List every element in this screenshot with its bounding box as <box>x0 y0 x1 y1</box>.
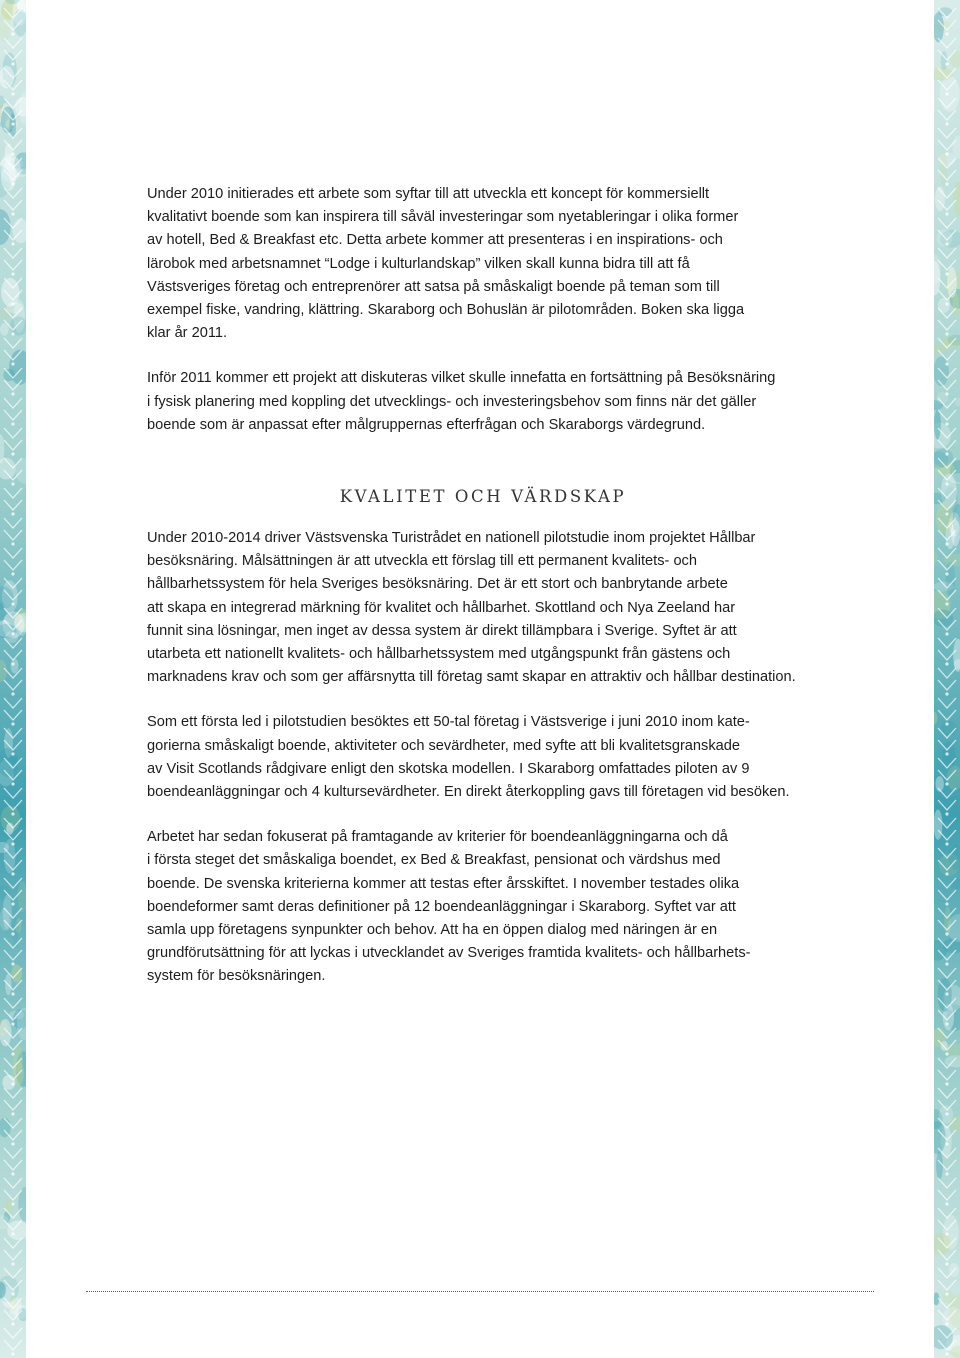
border-dot <box>11 1202 14 1205</box>
border-dot <box>11 1292 14 1295</box>
border-dot <box>945 1262 948 1265</box>
border-dot <box>945 1142 948 1145</box>
border-dot <box>945 362 948 365</box>
border-dot <box>945 1232 948 1235</box>
border-blotch <box>6 302 23 313</box>
border-dot <box>11 752 14 755</box>
decorative-border-right <box>934 0 960 1358</box>
border-blotch <box>11 659 19 674</box>
border-dot <box>11 602 14 605</box>
border-dot <box>11 1082 14 1085</box>
border-blotch <box>940 76 960 112</box>
border-dot <box>11 92 14 95</box>
border-dot <box>11 692 14 695</box>
border-dot <box>11 1262 14 1265</box>
border-dot <box>945 452 948 455</box>
border-dot <box>945 62 948 65</box>
border-dot <box>945 1052 948 1055</box>
border-dot <box>945 32 948 35</box>
border-dot <box>11 272 14 275</box>
border-dot <box>11 242 14 245</box>
border-dot <box>945 1112 948 1115</box>
border-dot <box>11 62 14 65</box>
border-dot <box>11 452 14 455</box>
border-dot <box>945 692 948 695</box>
border-dot <box>945 422 948 425</box>
border-dot <box>11 332 14 335</box>
border-dot <box>945 1352 948 1355</box>
border-dot <box>945 602 948 605</box>
border-dot <box>945 1082 948 1085</box>
border-dot <box>11 872 14 875</box>
border-dot <box>11 572 14 575</box>
border-dot <box>945 872 948 875</box>
border-dot <box>945 902 948 905</box>
border-dot <box>11 152 14 155</box>
border-dot <box>11 782 14 785</box>
border-dot <box>11 122 14 125</box>
border-dot <box>945 752 948 755</box>
border-dot <box>945 572 948 575</box>
border-dot <box>11 1352 14 1355</box>
border-dot <box>945 1022 948 1025</box>
border-blotch <box>936 1151 943 1180</box>
border-dot <box>11 632 14 635</box>
intro-paragraph-1: Under 2010 initierades ett arbete som syftar till att utveckla ett koncept för kommersiellt kvalitativt boende som kan inspirera till såväl investeringar som nyetableringar i olika former av hotell, Bed & Breakfast etc. Detta arbete kommer att presenteras i en inspirations- och lärobok med arbetsnamnet “Lodge i kulturlandskap” vilken skall kunna bidra till att få Västsveriges företag och entreprenörer att satsa på småskaligt boende på teman som till exempel fiske, vandring, klättring. Skaraborg och Bohuslän är pilotområden. Boken ska ligga klar år 2011. <box>147 186 745 342</box>
border-dot <box>11 902 14 905</box>
border-dot <box>945 122 948 125</box>
border-blotch <box>940 152 948 187</box>
border-dot <box>945 392 948 395</box>
border-dot <box>11 1022 14 1025</box>
border-dot <box>11 662 14 665</box>
border-blotch <box>0 323 9 336</box>
border-dot <box>945 302 948 305</box>
border-pattern-right <box>934 0 960 1358</box>
border-dot <box>11 1232 14 1235</box>
border-dot <box>11 1322 14 1325</box>
border-dot <box>11 1112 14 1115</box>
border-dot <box>11 212 14 215</box>
border-dot <box>945 152 948 155</box>
border-dot <box>11 1172 14 1175</box>
document-body <box>147 183 819 989</box>
border-dot <box>11 1142 14 1145</box>
section-paragraph-2: Som ett första led i pilotstudien besöktes ett 50-tal företag i Västsverige i juni 2010 inom kate- gorierna småskaligt boende, aktiviteter och sevärdheter, med syfte att bli kvalitetsgranskade av Visit Scotlands rådgivare enligt den skotska modellen. I Skaraborg omfattades piloten av 9 boendeanläggningar och 4 kultursevärdheter. En direkt återkoppling gavs till företagen vid besöken. <box>147 714 790 801</box>
border-dot <box>945 512 948 515</box>
border-dot <box>945 242 948 245</box>
border-dot <box>11 422 14 425</box>
footer-dotted-rule <box>86 1291 874 1292</box>
border-blotch <box>938 978 952 1012</box>
border-dot <box>11 362 14 365</box>
border-dot <box>945 992 948 995</box>
border-dot <box>945 782 948 785</box>
border-dot <box>11 302 14 305</box>
border-dot <box>11 32 14 35</box>
border-dot <box>945 212 948 215</box>
border-dot <box>11 932 14 935</box>
decorative-border-left <box>0 0 26 1358</box>
border-dot <box>945 722 948 725</box>
section-heading: KVALITET OCH VÄRDSKAP <box>339 487 627 507</box>
border-dot <box>11 542 14 545</box>
border-dot <box>11 812 14 815</box>
border-dot <box>945 1172 948 1175</box>
border-dot <box>11 992 14 995</box>
border-dot <box>945 1322 948 1325</box>
border-dot <box>11 182 14 185</box>
border-dot <box>11 392 14 395</box>
border-dot <box>945 632 948 635</box>
section-paragraph-1: Under 2010-2014 driver Västsvenska Turistrådet en nationell pilotstudie inom projektet Hållbar besöksnäring. Målsättningen är att utveckla ett förslag till ett permanent kvalitets- och hållbarhetssystem för hela Sveriges besöksnäring. Det är ett stort och banbrytande arbete att skapa en integrerad märkning för kvalitet och hållbarhet. Skottland och Nya Zeeland har funnit sina lösningar, men inget av dessa system är direkt tillämpbara i Sverige. Syftet är att utarbeta ett nationellt kvalitets- och hållbarhetssystem med utgångspunkt från gästens och marknadens krav och som ger affärsnytta till företag samt skapar en attraktiv och hållbar destination. <box>147 530 796 686</box>
border-dot <box>11 512 14 515</box>
border-dot <box>945 962 948 965</box>
border-dot <box>945 932 948 935</box>
border-pattern-left <box>0 0 26 1358</box>
border-dot <box>945 272 948 275</box>
intro-paragraph-2: Inför 2011 kommer ett projekt att diskuteras vilket skulle innefatta en fortsättning på Besöksnäring i fysisk planering med koppling det utvecklings- och investeringsbehov som finns när det gäller boende som är anpassat efter målgruppernas efterfrågan och Skaraborgs värdegrund. <box>147 370 776 433</box>
border-blotch <box>934 410 941 440</box>
border-blotch <box>3 369 15 381</box>
border-dot <box>945 1202 948 1205</box>
border-dot <box>945 482 948 485</box>
border-dot <box>945 812 948 815</box>
border-blotch <box>2 1075 15 1090</box>
border-dot <box>11 962 14 965</box>
border-dot <box>11 842 14 845</box>
border-blotch <box>4 1199 14 1214</box>
border-dot <box>945 332 948 335</box>
border-dot <box>945 92 948 95</box>
border-dot <box>945 182 948 185</box>
border-dot <box>945 1292 948 1295</box>
border-dot <box>945 662 948 665</box>
border-dot <box>11 482 14 485</box>
section-paragraph-3: Arbetet har sedan fokuserat på framtagande av kriterier för boendeanläggningarna och då i första steget det småskaliga boendet, ex Bed & Breakfast, pensionat och värdshus med boende. De svenska kriterierna kommer att testas efter årsskiftet. I november testades olika boendeformer samt deras definitioner på 12 boendeanläggningar i Skaraborg. Syftet var att samla upp företagens synpunkter och behov. Att ha en öppen dialog med näringen är en grundförutsättning för att lyckas i utvecklandet av Sveriges framtida kvalitets- och hållbarhets- system för besöksnäringen. <box>147 829 751 985</box>
border-dot <box>11 1052 14 1055</box>
border-dot <box>945 542 948 545</box>
border-dot <box>945 842 948 845</box>
border-dot <box>11 722 14 725</box>
